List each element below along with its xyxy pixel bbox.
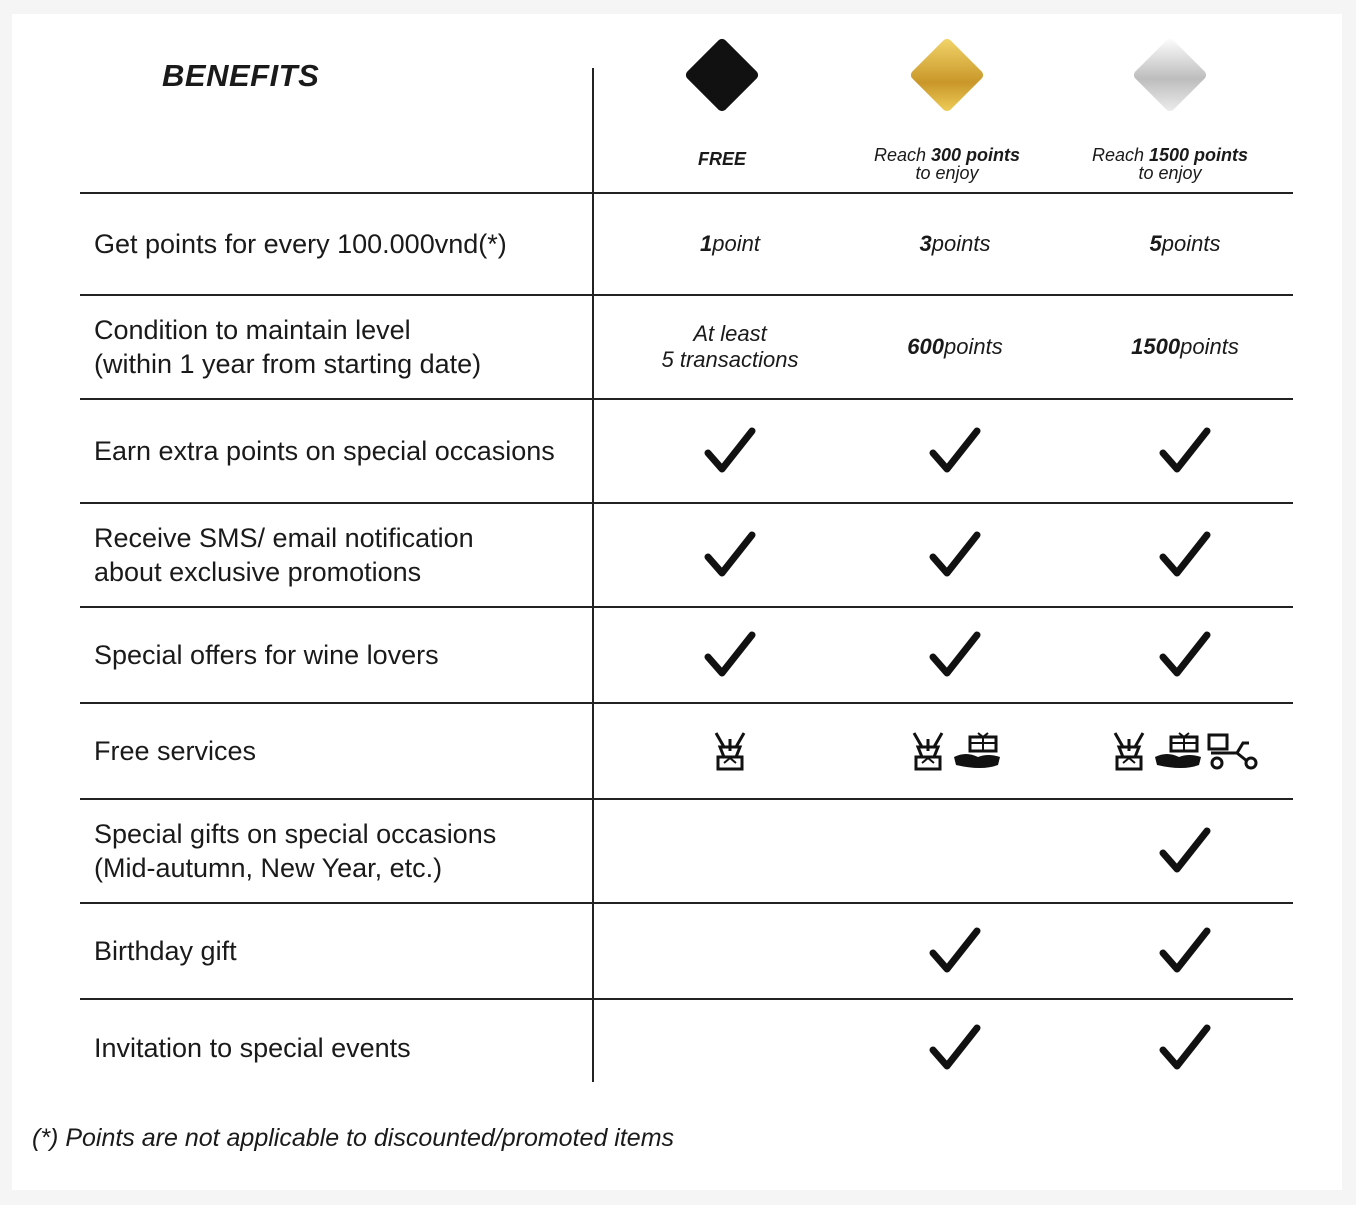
- tier-gold-label: Reach 300 points to enjoy: [873, 145, 1021, 183]
- cell-gold: [845, 608, 1065, 702]
- footnote: (*) Points are not applicable to discounted/promoted items: [32, 1124, 675, 1152]
- cell-platinum: [1070, 504, 1300, 606]
- cell-free: [620, 904, 840, 998]
- cell-free: At least 5 transactions: [661, 321, 799, 372]
- gift-icon: [952, 731, 1002, 771]
- wine-icon: [1109, 729, 1149, 773]
- cell-platinum: [1070, 904, 1300, 998]
- check-icon: [929, 925, 981, 977]
- row-label: Special gifts on special occasions (Mid-autumn, New Year, etc.): [94, 819, 497, 883]
- row-label: Get points for every 100.000vnd(*): [94, 229, 507, 259]
- cell-free: [620, 800, 840, 902]
- benefits-card: [12, 14, 1342, 1190]
- check-icon: [929, 1022, 981, 1074]
- benefits-title: BENEFITS: [162, 58, 320, 93]
- check-icon: [929, 629, 981, 681]
- cell-free: 1 point: [700, 231, 760, 256]
- cell-platinum: 1500 points: [1131, 334, 1239, 359]
- row-label: Free services: [94, 736, 257, 766]
- row-label: Birthday gift: [94, 936, 237, 966]
- cell-gold: [845, 800, 1065, 902]
- check-icon: [704, 629, 756, 681]
- cell-gold: 3 points: [919, 231, 991, 256]
- table-row: [80, 904, 1293, 1000]
- cell-free: [620, 1000, 840, 1096]
- cell-free: [620, 608, 840, 702]
- gift-icon: [1153, 731, 1203, 771]
- table-row: [80, 296, 1293, 400]
- check-icon: [1159, 925, 1211, 977]
- cell-platinum: 5 points: [1149, 231, 1221, 256]
- wine-icon: [908, 729, 948, 773]
- row-label: Earn extra points on special occasions: [94, 436, 555, 466]
- cell-gold: [845, 504, 1065, 606]
- table-row: [80, 194, 1293, 296]
- check-icon: [1159, 629, 1211, 681]
- check-icon: [1159, 529, 1211, 581]
- row-label: Invitation to special events: [94, 1033, 411, 1063]
- table-row: [80, 800, 1293, 904]
- cell-platinum: [1070, 1000, 1300, 1096]
- cell-free-icons: [620, 704, 840, 798]
- table-row: [80, 608, 1293, 704]
- check-icon: [1159, 1022, 1211, 1074]
- cell-platinum-icons: [1070, 704, 1300, 798]
- tier-platinum-label: Reach 1500 points to enjoy: [1091, 145, 1249, 183]
- table-row: [80, 504, 1293, 608]
- check-icon: [1159, 825, 1211, 877]
- cell-free: [620, 400, 840, 502]
- cell-gold-icons: [845, 704, 1065, 798]
- cell-platinum: [1070, 608, 1300, 702]
- row-label: Condition to maintain level (within 1 year from starting date): [94, 315, 482, 379]
- cell-platinum: [1070, 400, 1300, 502]
- cell-free: [620, 504, 840, 606]
- row-label: Receive SMS/ email notification about exclusive promotions: [94, 523, 474, 587]
- scooter-icon: [1207, 731, 1261, 771]
- cell-gold: [845, 400, 1065, 502]
- cell-gold: 600 points: [907, 334, 1003, 359]
- table-row: [80, 704, 1293, 800]
- wine-icon: [710, 729, 750, 773]
- check-icon: [929, 529, 981, 581]
- header-row: [80, 68, 1293, 194]
- cell-gold: [845, 1000, 1065, 1096]
- row-label: Special offers for wine lovers: [94, 640, 439, 670]
- check-icon: [704, 529, 756, 581]
- check-icon: [704, 425, 756, 477]
- check-icon: [929, 425, 981, 477]
- table-row: [80, 1000, 1293, 1096]
- cell-gold: [845, 904, 1065, 998]
- tier-free-label: FREE: [697, 149, 746, 169]
- table-row: [80, 400, 1293, 504]
- check-icon: [1159, 425, 1211, 477]
- cell-platinum: [1070, 800, 1300, 902]
